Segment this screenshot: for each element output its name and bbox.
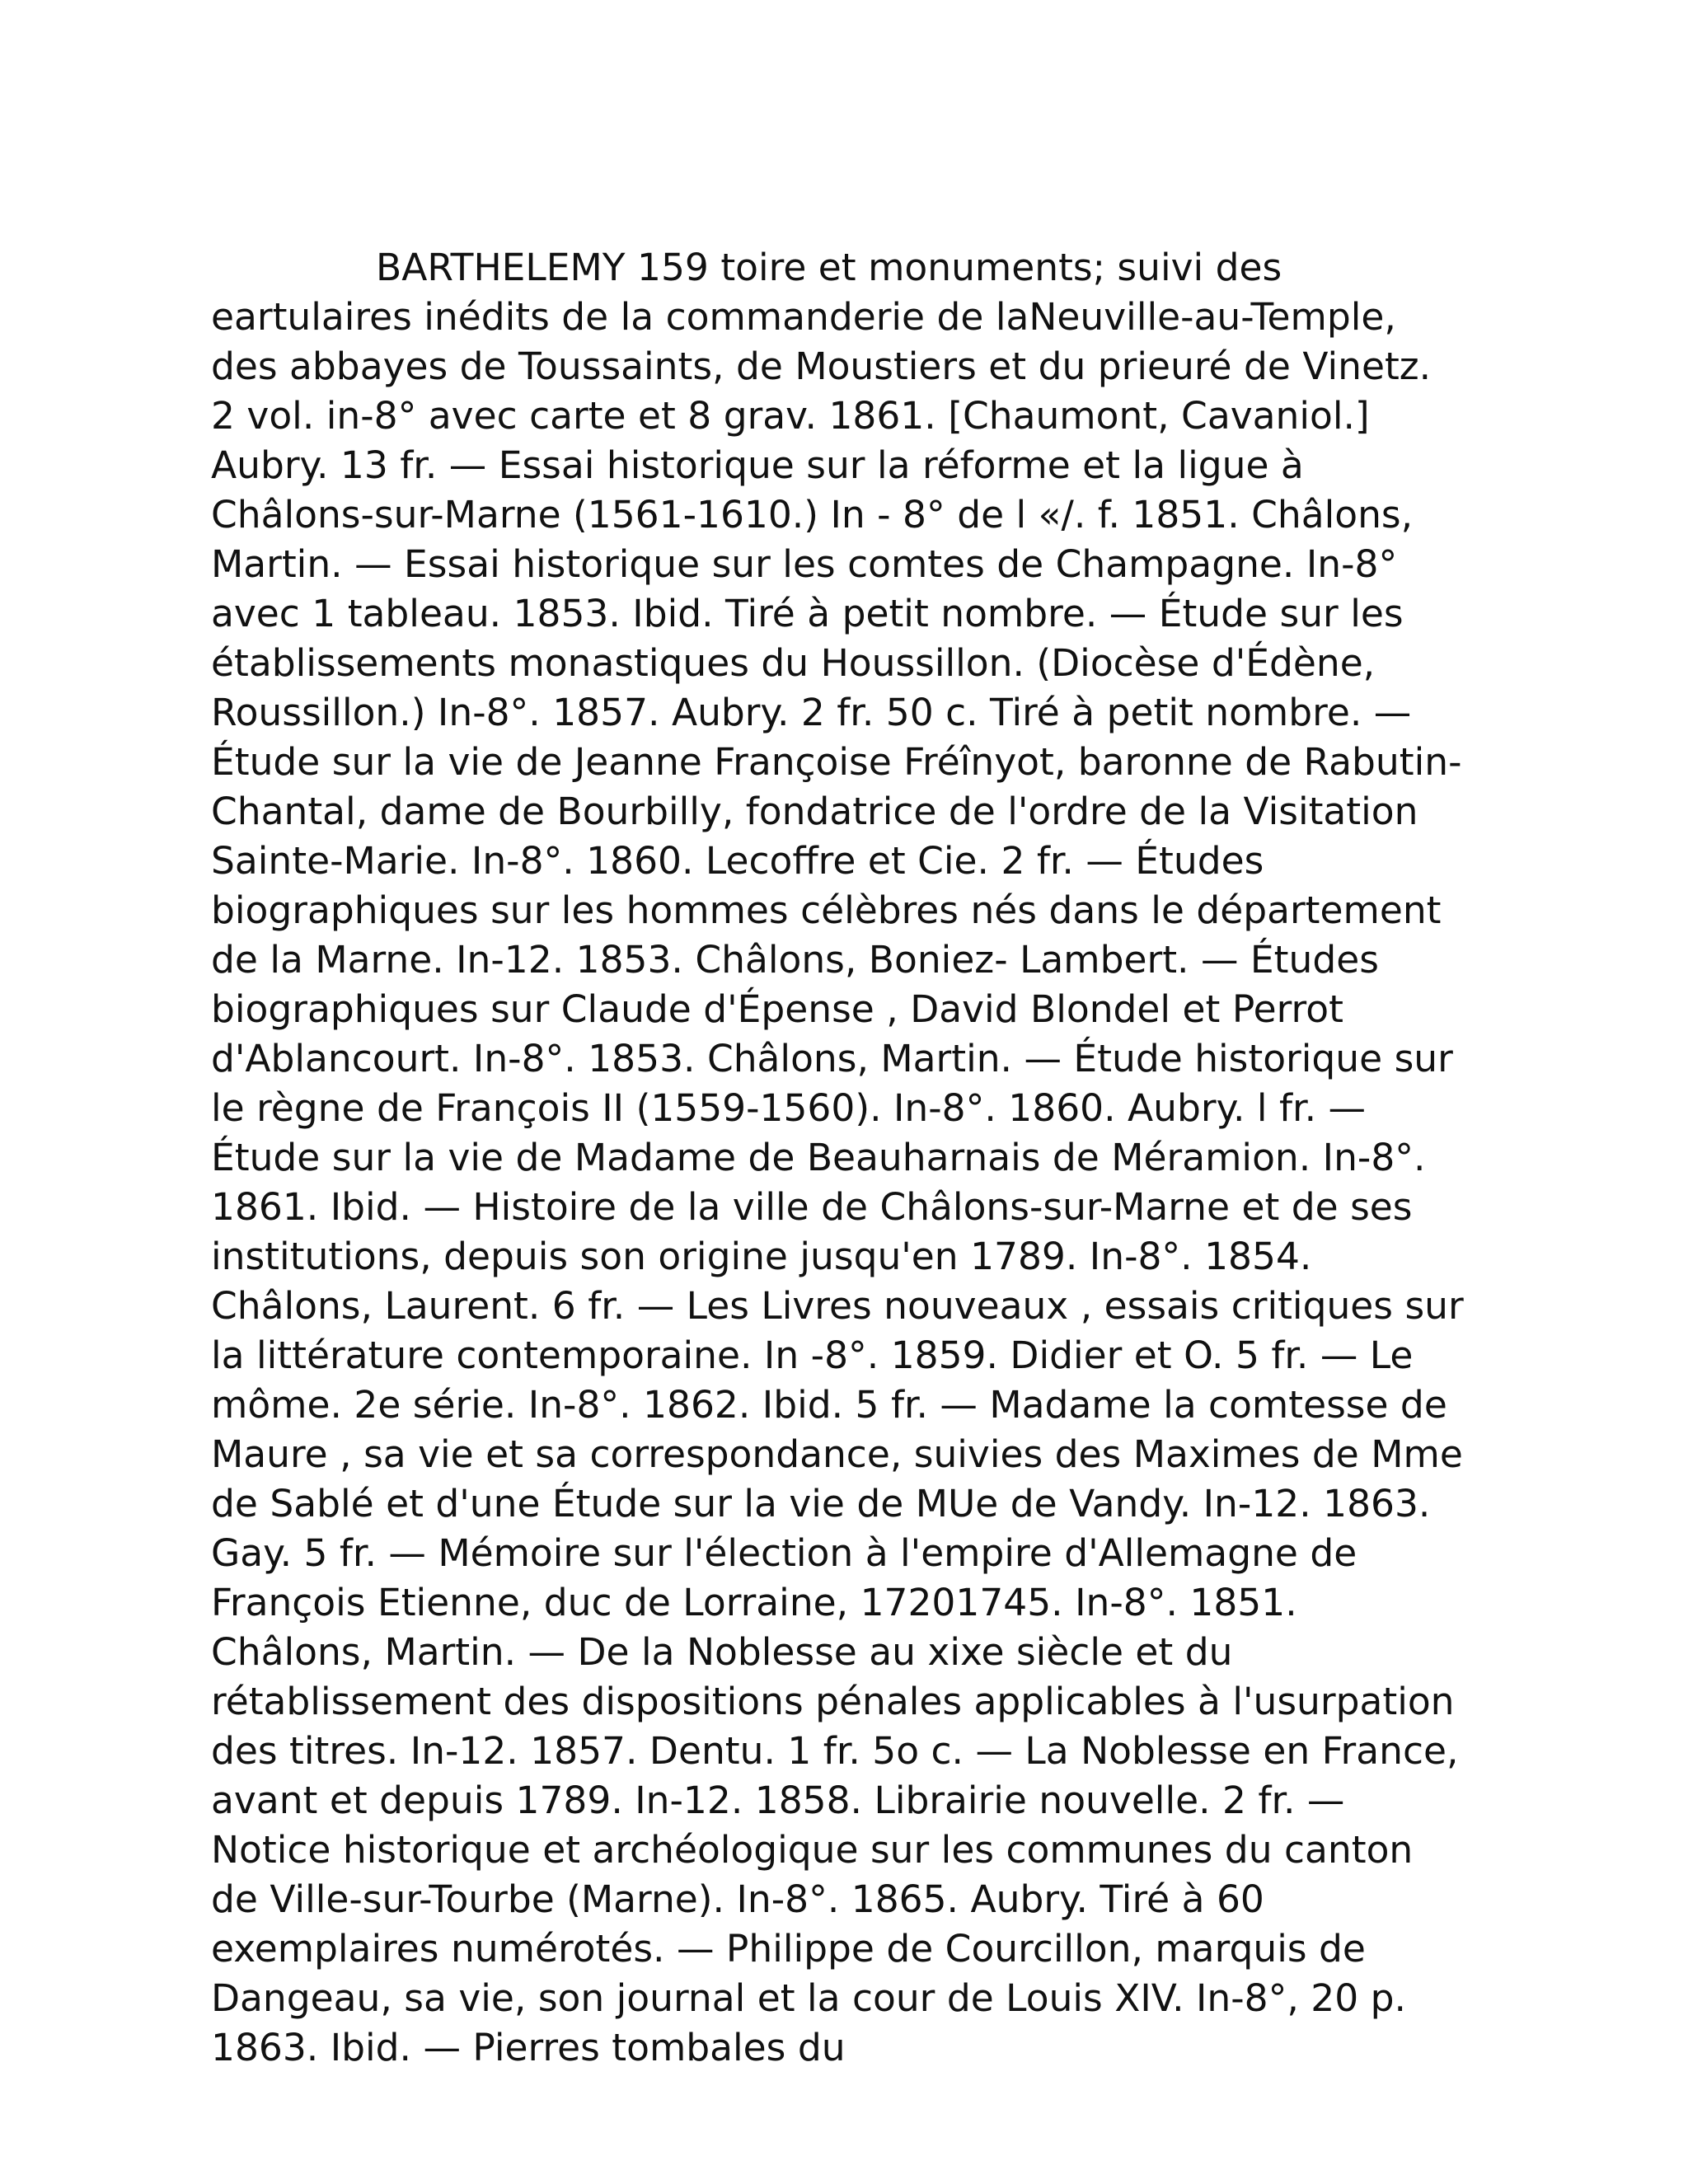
body-text: BARTHELEMY 159 toire et monuments; suivi des eartulaires inédits de la commanderie de laNeuville-au-Temple, des abbayes de Toussaints, de Moustiers et du prieuré de Vinetz. 2 vol. in-8° avec carte et 8 grav. 1861. [Chaumont, Cavaniol.] Aubry. 13 fr. — Essai historique sur la réforme et la ligue à Châlons-sur-Marne (1561-1610.) In - 8° de l «/. f. 1851. Châlons, Martin. — Essai historique sur les comtes de Champagne. In-8° avec 1 tableau. 1853. Ibid. Tiré à petit nombre. — Étude sur les établissements monastiques du Houssillon. (Diocèse d'Édène, Roussillon.) In-8°. 1857. Aubry. 2 fr. 50 c. Tiré à petit nombre. — Étude sur la vie de Jeanne Françoise Fréînyot, baronne de Rabutin-Chantal, dame de Bourbilly, fondatrice de l'ordre de la Visitation Sainte-Marie. In-8°. 1860. Lecoffre et Cie. 2 fr. — Études biographiques sur les hommes célèbres nés dans le département de la Marne. In-12. 1853. Châlons, Boniez- Lambert. — Études biographiques sur Claude d'Épense , David Blondel et Perrot d'Ablancourt. In-8°. 1853. Châlons, Martin. — Étude historique sur le règne de François II (1559-1560). In-8°. 1860. Aubry. l fr. — Étude sur la vie de Madame de Beauharnais de Méramion. In-8°. 1861. Ibid. — Histoire de la ville de Châlons-sur-Marne et de ses institutions, depuis son origine jusqu'en 1789. In-8°. 1854. Châlons, Laurent. 6 fr. — Les Livres nouveaux , essais critiques sur la littérature contemporaine. In -8°. 1859. Didier et O. 5 fr. — Le môme. 2e série. In-8°. 1862. Ibid. 5 fr. — Madame la comtesse de Maure , sa vie et sa correspondance, suivies des Maximes de Mme de Sablé et d'une Étude sur la vie de MUe de Vandy. In-12. 1863. Gay. 5 fr. — Mémoire sur l'élection à l'empire d'Allemagne de François Etienne, duc de Lorraine, 17201745. In-8°. 1851. Châlons, Martin. — De la Noblesse au xixe siècle et du rétablissement des dispositions pénales applicables à l'usurpation des titres. In-12. 1857. Dentu. 1 fr. 5o c. — La Noblesse en France, avant et depuis 1789. In-12. 1858. Librairie nouvelle. 2 fr. — Notice historique et archéologique sur les communes du canton de Ville-sur-Tourbe (Marne). In-8°. 1865. Aubry. Tiré à 60 exemplaires numérotés. — Philippe de Courcillon, marquis de Dangeau, sa vie, son journal et la cour de Louis XIV. In-8°, 20 p. 1863. Ibid. — Pierres tombales du	[211, 246, 1464, 2069]
